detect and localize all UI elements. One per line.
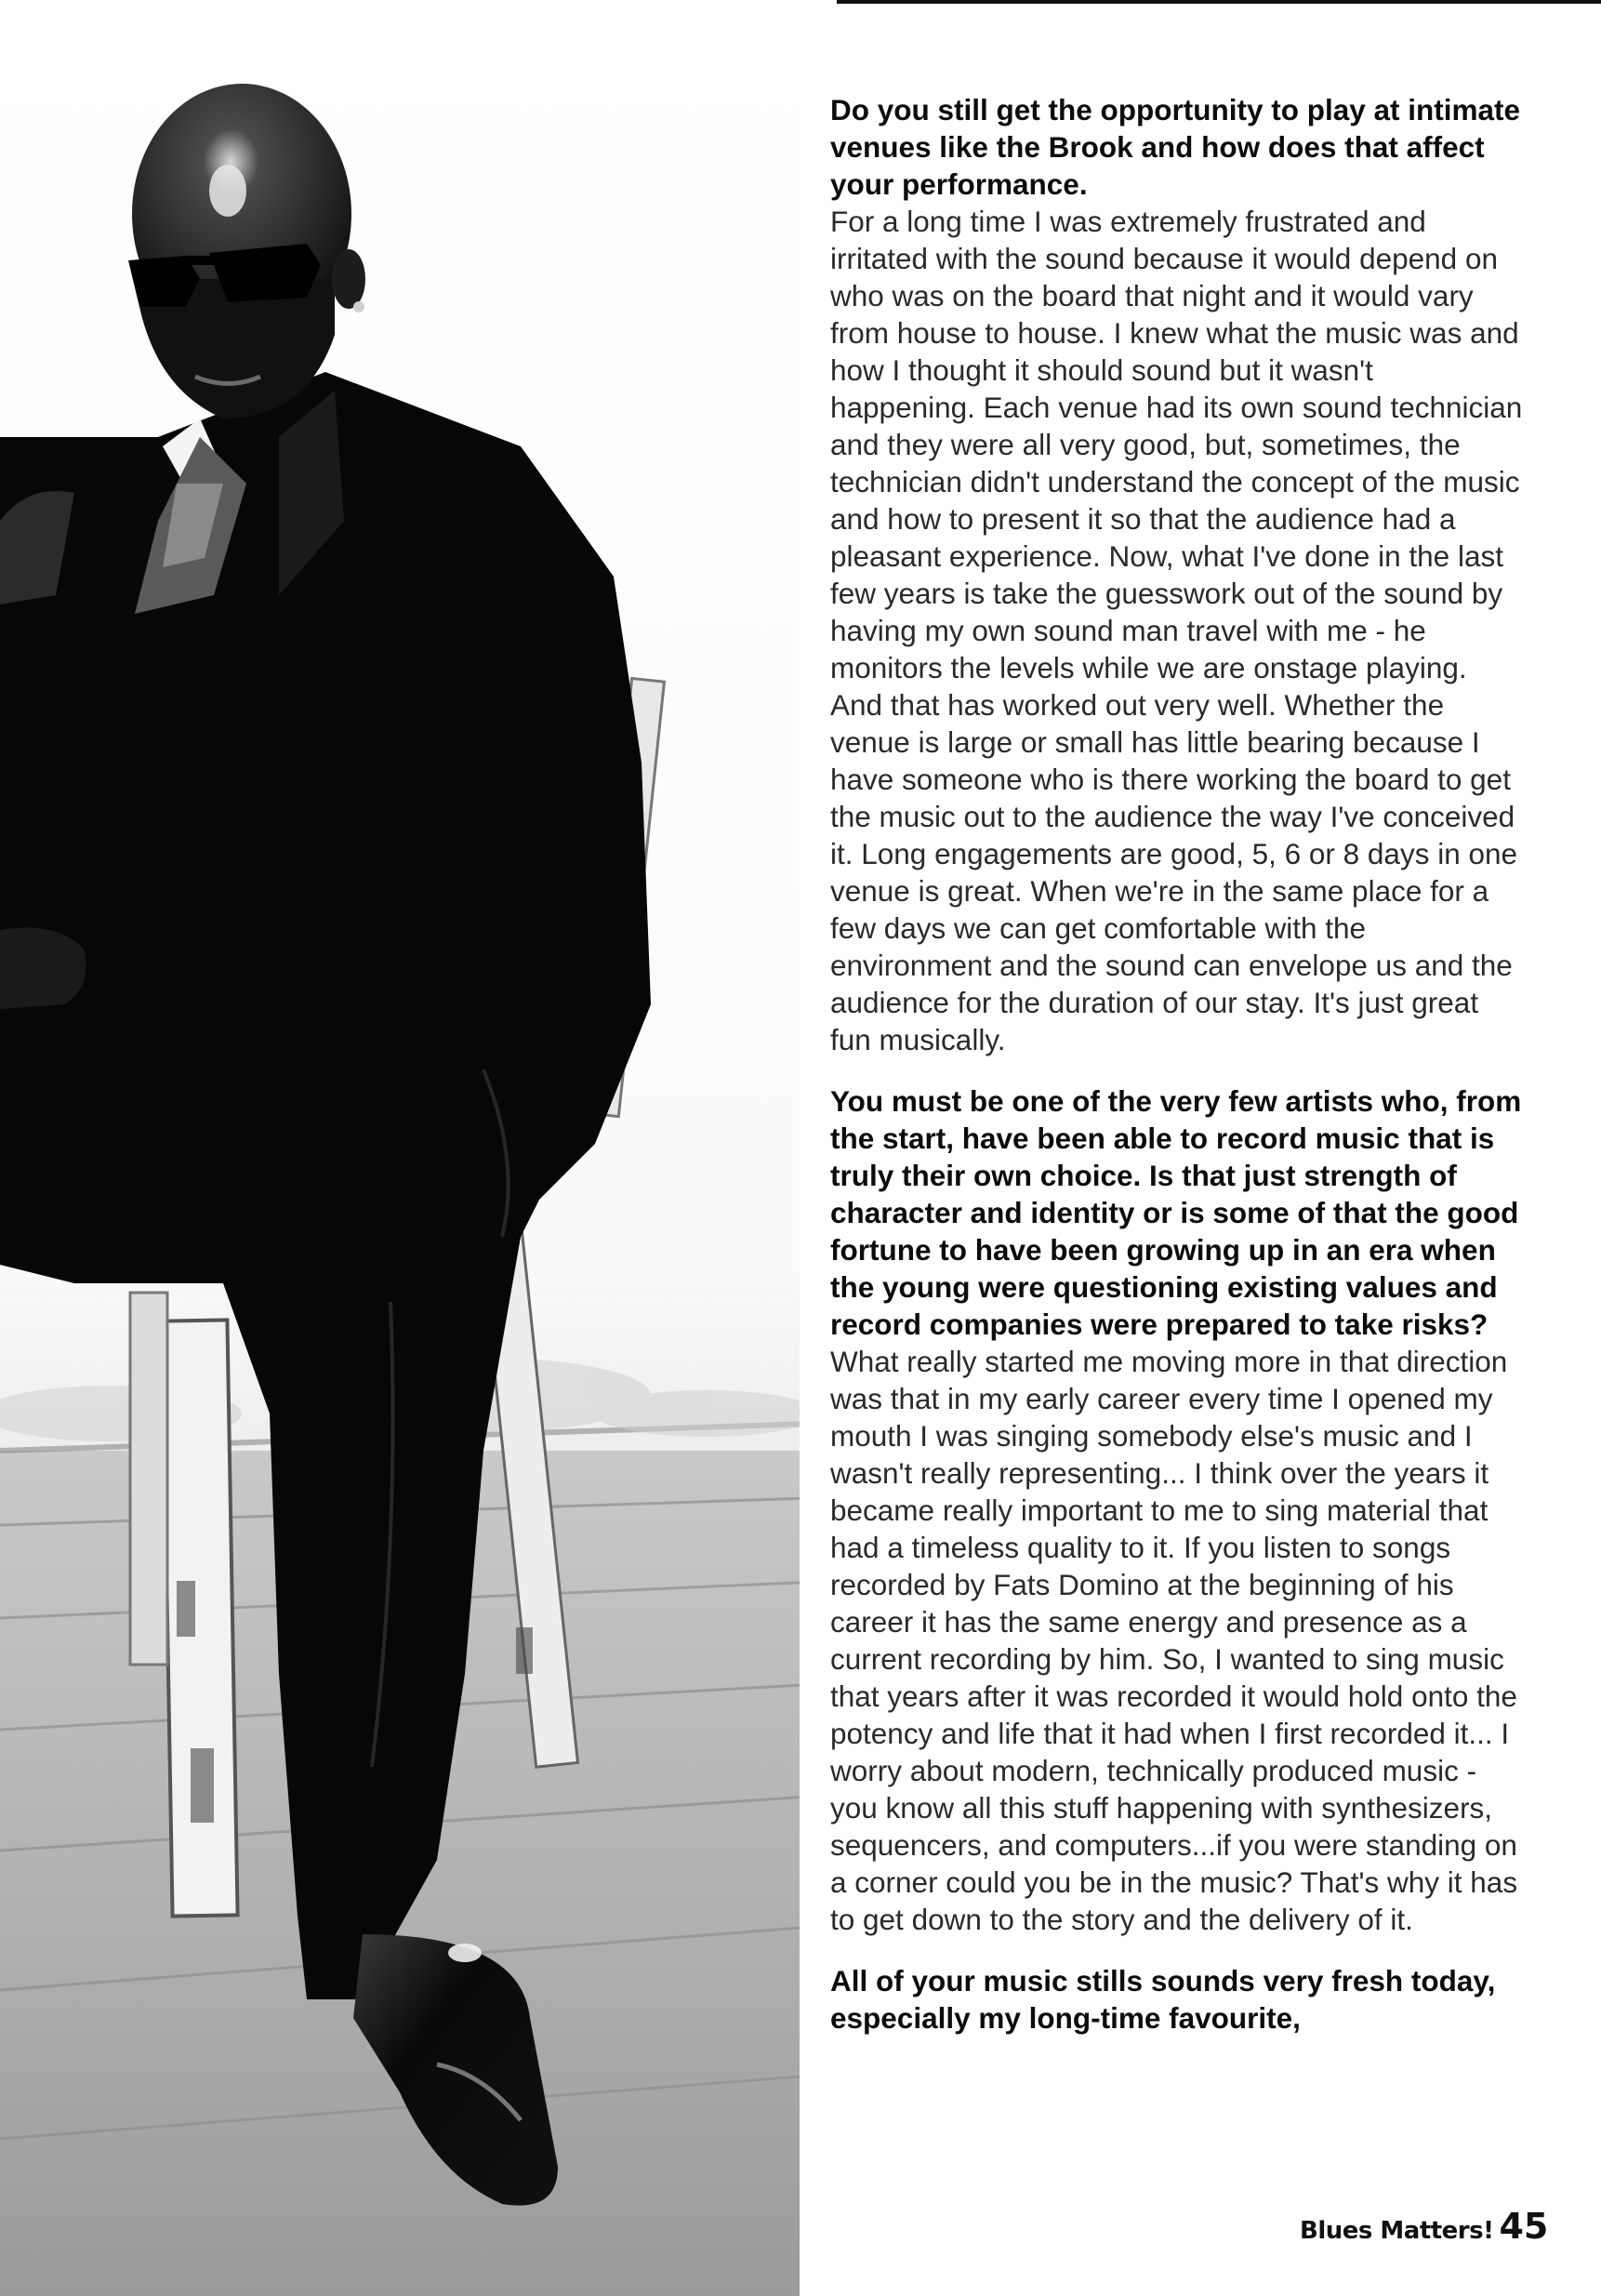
magazine-name: Blues Matters! xyxy=(1300,2217,1494,2245)
question-3: All of your music stills sounds very fresh today, especially my long-time favourite, xyxy=(830,1964,1496,2035)
answer-2: What really started me moving more in that direction was that in my early career every time I opened my mouth I was singing somebody else's music and I wasn't really representing... I think over the years it became really important to me to sing material that had a timeless quality to it. If you listen to songs recorded by Fats Domino at the beginning of his career it has the same energy and presence as a current recording by him. So, I wanted to sing music that years after it was recorded it would hold onto the potency and life that it had when I first recorded it... I worry about modern, technically produced music - you know all this stuff happening with synthesizers, sequencers, and computers...if you were standing on a corner could you be in the music? That's why it has to get down to the story and the delivery of it. xyxy=(830,1345,1518,1936)
question-2: You must be one of the very few artists who, from the start, have been able to record music that is truly their own choice. Is that just strength of character and identity or is some of that the good fortune to have been growing up in an era when the young were questioning existing values and record companies were prepared to take risks? xyxy=(830,1084,1522,1341)
page-footer xyxy=(1300,2206,1549,2247)
question-1: Do you still get the opportunity to play at intimate venues like the Brook and how does that affect your performance. xyxy=(830,93,1521,201)
answer-1: For a long time I was extremely frustrated and irritated with the sound because it would depend on who was on the board that night and it would vary from house to house. I knew what the music was and how I thought it should sound but it wasn't happening. Each venue had its own sound technician and they were all very good, but, sometimes, the technician didn't understand the concept of the music and how to present it so that the audience had a pleasant experience. Now, what I've done in the last few years is take the guesswork out of the sound by having my own sound man travel with me - he monitors the levels while we are onstage playing. And that has worked out very well. Whether the venue is large or small has little bearing because I have someone who is there working the board to get the music out to the audience the way I've conceived it. Long engagements are good, 5, 6 or 8 days in one venue is great. When we're in the same place for a few days we can get comfortable with the environment and the sound can envelope us and the audience for the duration of our stay. It's just great fun musically. xyxy=(830,205,1523,1056)
article-body xyxy=(830,91,1523,2037)
page-number: 45 xyxy=(1499,2206,1549,2247)
